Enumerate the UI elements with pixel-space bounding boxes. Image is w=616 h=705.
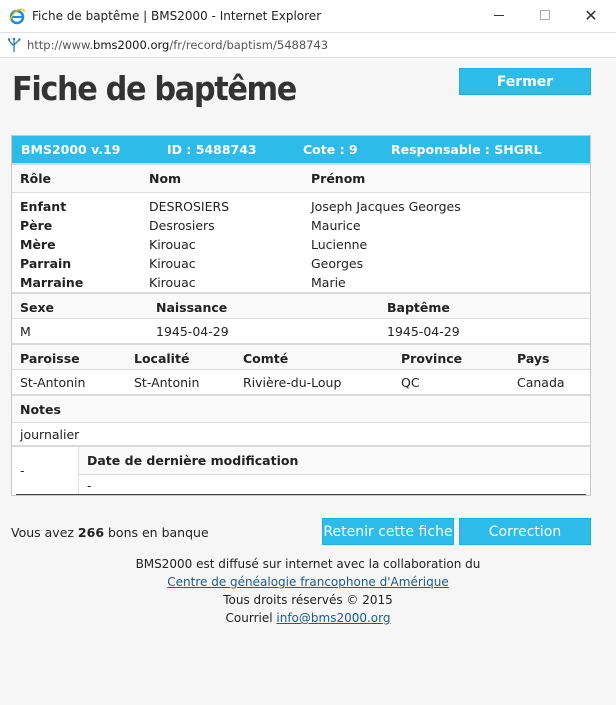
localite-value: St-Antonin [134,375,200,390]
province-value: QC [401,375,420,390]
role-cell: Enfant [20,199,67,214]
modification-header [79,447,590,475]
url-prefix: http://www. [27,38,94,52]
header-localite: Localité [134,351,190,366]
persons-header-row [12,165,590,193]
bank-suffix: bons en banque [104,525,209,540]
details-header-row [12,294,590,319]
place-value-row [12,370,590,394]
bank-count: 266 [77,525,105,540]
footer-copyright: Tous droits réservés © 2015 [223,593,393,607]
details-section [12,292,590,343]
prenom-cell: Maurice [311,218,361,233]
sexe-value: M [20,324,31,339]
close-icon: ✕ [584,5,598,25]
nom-cell: Kirouac [149,256,196,271]
close-button[interactable]: Fermer [459,68,591,95]
role-cell: Parrain [20,256,72,271]
modification-section [12,445,590,495]
url-domain: bms2000.org [93,38,170,52]
nom-cell: Desrosiers [149,218,215,233]
record-card [11,135,591,496]
header-modification: Date de dernière modification [87,453,299,468]
role-cell: Père [20,218,53,233]
header-sexe: Sexe [20,300,55,315]
prenom-cell: Lucienne [311,237,368,252]
header-naissance: Naissance [156,300,228,315]
record-id: ID : 5488743 [167,142,257,157]
place-header-row [12,345,590,370]
bank-prefix: Vous avez [11,525,78,540]
nom-cell: Kirouac [149,275,196,290]
persons-section [12,163,590,292]
header-comte: Comté [243,351,289,366]
paroisse-value: St-Antonin [20,375,86,390]
url-text[interactable] [27,38,328,52]
nom-cell: Kirouac [149,237,196,252]
divider-line [16,494,586,495]
table-row [12,197,590,216]
table-row [12,273,590,292]
bapteme-value: 1945-04-29 [387,324,460,339]
notes-value-row [12,423,590,445]
centre-link[interactable]: Centre de généalogie francophone d'Amérique [167,575,449,589]
record-cote: Cote : 9 [303,142,358,157]
address-bar[interactable] [0,32,616,58]
comte-value: Rivière-du-Loup [243,375,342,390]
notes-value: journalier [20,427,80,442]
footer-line1: BMS2000 est diffusé sur internet avec la collaboration du [135,557,481,571]
maximize-icon [540,10,550,20]
header-nom: Nom [149,171,182,186]
version-label: BMS2000 v.19 [21,142,121,157]
table-row [12,254,590,273]
header-prenom: Prénom [311,171,366,186]
window-title: Fiche de baptême | BMS2000 - Internet Explorer [32,9,322,23]
page-title: Fiche de baptême [12,69,297,108]
retain-record-button[interactable]: Retenir cette fiche [322,518,454,545]
table-row [12,235,590,254]
role-cell: Marraine [20,275,84,290]
courriel-label: Courriel [225,611,277,625]
notes-header-row [12,396,590,423]
header-province: Province [401,351,463,366]
page-content [0,59,616,705]
header-bapteme: Baptême [387,300,450,315]
minimize-button[interactable] [476,0,522,30]
header-notes: Notes [20,402,61,417]
nom-cell: DESROSIERS [149,199,230,214]
prenom-cell: Joseph Jacques Georges [311,199,461,214]
naissance-value: 1945-04-29 [156,324,229,339]
minimize-icon [494,15,504,16]
header-pays: Pays [517,351,550,366]
close-window-button[interactable] [568,0,614,30]
footer [0,555,616,627]
header-paroisse: Paroisse [20,351,80,366]
bank-text [11,525,209,540]
modification-left-value: - [20,463,25,478]
prenom-cell: Marie [311,275,346,290]
ie-icon [8,7,26,25]
email-link[interactable]: info@bms2000.org [276,611,391,625]
url-path: /fr/record/baptism/5488743 [169,38,329,52]
site-icon [6,37,22,53]
footer-courriel [0,609,616,627]
role-cell: Mère [20,237,56,252]
place-section [12,343,590,394]
pays-value: Canada [517,375,565,390]
prenom-cell: Georges [311,256,364,271]
maximize-button[interactable] [522,0,568,30]
record-header [12,136,590,163]
table-row [12,216,590,235]
correction-button[interactable]: Correction [459,518,591,545]
header-role: Rôle [20,171,51,186]
notes-section [12,394,590,445]
record-responsable: Responsable : SHGRL [391,142,542,157]
window-titlebar [0,0,616,32]
modification-value: - [87,478,92,493]
details-value-row [12,319,590,343]
